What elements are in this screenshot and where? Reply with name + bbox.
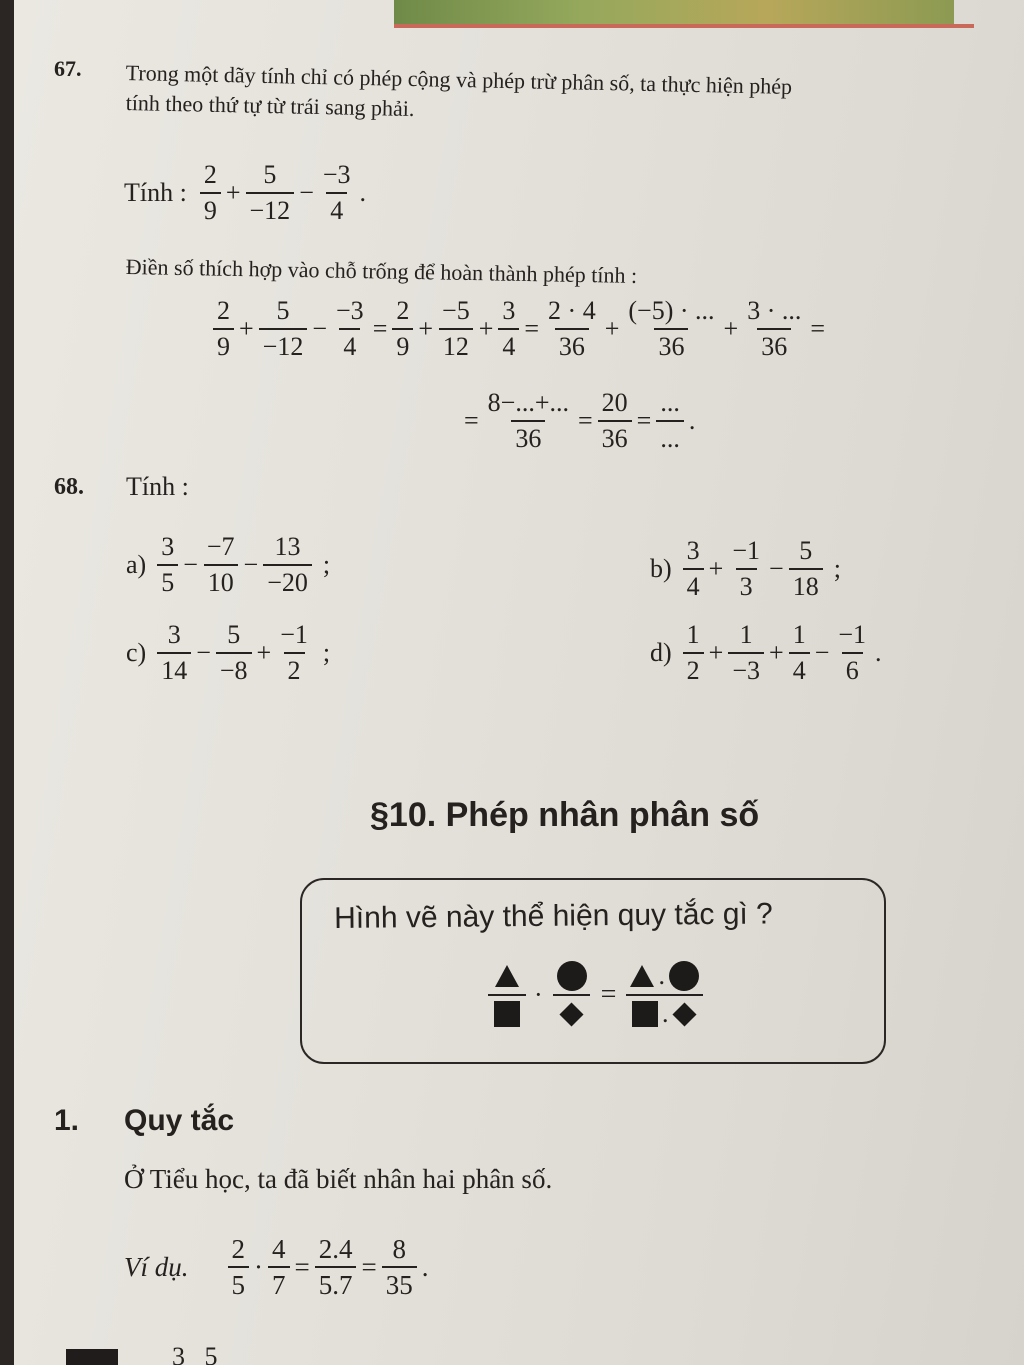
cut-off-text: 3 5: [172, 1342, 218, 1365]
exercise-67-fill-line-2: = $\frac{8-...+...}{36}$ = $\frac{20}{36}$ = ... ... .: [464, 388, 696, 453]
exercise-68-tinh: Tính :: [126, 472, 189, 501]
textbook-page: [14, 0, 1024, 1365]
rule-number: 1.: [54, 1104, 80, 1137]
rule-example: Ví dụ. 2 5 · $\frac{4}{7}$ = $\frac{2.4}{5.7}$ = $\frac{8}{35}$ .: [124, 1234, 429, 1300]
exercise-68a: a) 3 5 − $\frac{-7}{10}$ − $\frac{13}{-20}$ ;: [126, 532, 331, 597]
circle-icon: [557, 961, 587, 991]
exercise-67-expression: Tính : 2 9 + $\frac{5}{-12}$ − $\frac{-3}{4}$ .: [124, 160, 367, 225]
rule-question: Hình vẽ này thể hiện quy tắc gì ?: [334, 897, 773, 935]
triangle-icon: [630, 965, 654, 987]
exercise-68c: c) 3 14 − $\frac{5}{-8}$ + $\frac{-1}{2}$ ;: [126, 620, 331, 685]
square-icon: [632, 1001, 658, 1027]
fill-instruction: Điền số thích hợp vào chỗ trống để hoàn thành phép tính :: [125, 254, 638, 288]
square-icon: [494, 1001, 520, 1027]
shape-multiplication-rule: · = . .: [484, 958, 709, 1032]
triangle-icon: [495, 965, 519, 987]
exercise-67-number: 67.: [54, 56, 82, 81]
adjacent-book-cover: [394, 0, 954, 26]
exercise-67-line1: Trong một dãy tính chỉ có phép cộng và phép trừ phân số, ta thực hiện phép: [125, 60, 793, 99]
exercise-68-number: 68.: [54, 474, 84, 500]
exercise-67-line2: tính theo thứ tự từ trái sang phải.: [125, 90, 415, 122]
page-corner-block: [66, 1349, 118, 1365]
blank-numerator: 8−...+...: [487, 388, 569, 417]
exercise-68d: d) 1 2 + $\frac{1}{-3}$ + $\frac{1}{4}$ − $\frac{-1}{6}$ .: [650, 620, 882, 685]
circle-icon: [669, 961, 699, 991]
diamond-icon: [673, 1002, 697, 1026]
exercise-68b: b) 3 4 + $\frac{-1}{3}$ − $\frac{5}{18}$ ;: [650, 536, 841, 601]
page-edge: [394, 24, 974, 28]
fraction: $\frac{5}{-12}$: [246, 160, 295, 226]
fraction: 2 9: [200, 160, 221, 226]
exercise-67-fill-line-1: 2 9 + $\frac{5}{-12}$ − $\frac{-3}{4}$ = $\frac{2}{9}$ + $\frac{-5}{12}$ + $\frac{3}{4}$ = $\frac{2 \cdot 4}{36}$ + $\frac{(-5) \cdot ...}{36}$ + $\frac{3 \cdot ...}{36}$ =: [210, 296, 827, 362]
fraction: $\frac{-3}{4}$: [322, 160, 351, 225]
rule-title: Quy tắc: [124, 1104, 235, 1137]
rule-intro: Ở Tiểu học, ta đã biết nhân hai phân số.: [124, 1164, 553, 1194]
section-title: §10. Phép nhân phân số: [370, 796, 760, 834]
diamond-icon: [560, 1002, 584, 1026]
tinh-label: Tính :: [124, 178, 187, 207]
